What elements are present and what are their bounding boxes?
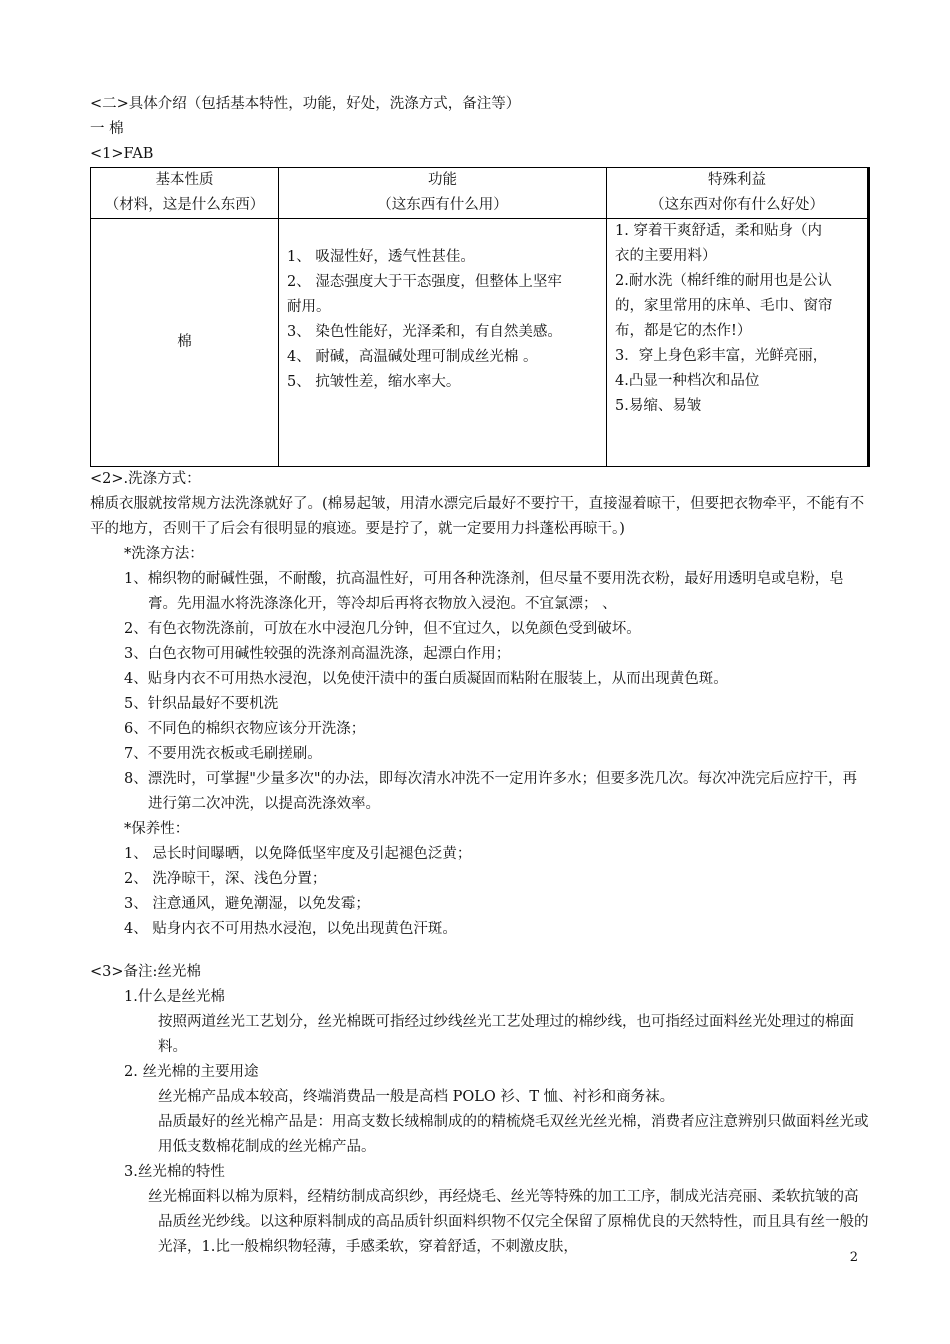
notes-title: <3>备注:丝光棉 xyxy=(90,964,201,980)
section-title: 一 棉 xyxy=(90,121,124,137)
note-q2-text: 品质最好的丝光棉产品是：用高支数长绒棉制成的的精梳烧毛双丝光丝光棉，消费者应注意辨别只做面料丝光或用低支数棉花制成的丝光棉产品。 xyxy=(158,1114,869,1155)
benefit-item: 衣的主要用料） xyxy=(615,248,717,264)
function-item: 5、 抗皱性差，缩水率大。 xyxy=(287,374,461,390)
function-item: 2、 湿态强度大于干态强度，但整体上坚牢 xyxy=(287,274,562,290)
washing-intro: 棉质衣服就按常规方法洗涤就好了。(棉易起皱，用清水漂完后最好不要拧干，直接湿着晾干，但要把衣物牵平，不能有不平的地方，否则干了后会有很明显的痕迹。要是拧了，就一定要用力抖蓬松再晾干。) xyxy=(90,496,865,537)
care-title: *保养性： xyxy=(124,821,190,837)
benefit-item: 1. 穿着干爽舒适，柔和贴身（内 xyxy=(615,223,822,239)
header-subtext: （这东西有什么用） xyxy=(377,197,508,213)
benefit-item: 2.耐水洗（棉纤维的耐用也是公认 xyxy=(615,273,832,289)
method-item: 1、棉织物的耐碱性强，不耐酸，抗高温性好，可用各种洗涤剂，但尽量不要用洗衣粉，最好用透明皂或皂粉，皂膏。先用温水将洗涤涤化开，等冷却后再将衣物放入浸泡。不宜氯漂； 、 xyxy=(124,571,844,612)
document-page xyxy=(90,92,870,1260)
functions-cell xyxy=(279,219,607,467)
washing-title: <2>.洗涤方式： xyxy=(90,471,201,487)
methods-title: *洗涤方法： xyxy=(124,546,204,562)
benefit-item: 5.易缩、易皱 xyxy=(615,398,702,414)
material-cell: 棉 xyxy=(91,219,279,467)
method-item: 3、白色衣物可用碱性较强的洗涤剂高温洗涤，起漂白作用； xyxy=(124,646,511,662)
header-text: 功能 xyxy=(428,172,457,188)
care-item: 1、 忌长时间曝晒，以免降低坚牢度及引起褪色泛黄； xyxy=(124,846,472,862)
table-row xyxy=(91,219,869,467)
function-item: 4、 耐碱，高温碱处理可制成丝光棉 。 xyxy=(287,349,538,365)
fab-label: <1>FAB xyxy=(90,146,154,162)
benefit-item: 的，家里常用的床单、毛巾、窗帘 xyxy=(615,298,833,314)
spacer xyxy=(90,942,870,960)
method-item: 8、漂洗时，可掌握"少量多次"的办法，即每次清水冲洗不一定用许多水；但要多洗几次。每次冲洗完后应拧干，再进行第二次冲洗，以提高洗涤效率。 xyxy=(124,771,858,812)
benefits-cell xyxy=(607,219,869,467)
function-item: 耐用。 xyxy=(287,299,331,315)
intro-heading: <二>具体介绍（包括基本特性，功能，好处，洗涤方式，备注等） xyxy=(90,96,521,112)
header-text: 基本性质 xyxy=(155,172,214,188)
note-q1-text: 按照两道丝光工艺划分，丝光棉既可指经过纱线丝光工艺处理过的棉纱线，也可指经过面料丝光处理过的棉面料。 xyxy=(158,1014,854,1055)
method-item: 7、不要用洗衣板或毛刷搓刷。 xyxy=(124,746,322,762)
note-q1-title: 1.什么是丝光棉 xyxy=(124,989,225,1005)
note-q2-text: 丝光棉产品成本较高，终端消费品一般是高档 POLO 衫、T 恤、衬衫和商务袜。 xyxy=(158,1089,675,1105)
function-item: 3、 染色性能好，光泽柔和，有自然美感。 xyxy=(287,324,562,340)
header-subtext: （这东西对你有什么好处） xyxy=(650,197,824,213)
care-item: 4、 贴身内衣不可用热水浸泡，以免出现黄色汗斑。 xyxy=(124,921,457,937)
method-item: 5、针织品最好不要机洗 xyxy=(124,696,279,712)
fab-table xyxy=(90,167,870,467)
table-header-row xyxy=(91,168,869,219)
header-cell-material xyxy=(91,168,279,219)
care-item: 3、 注意通风，避免潮湿，以免发霉； xyxy=(124,896,370,912)
header-cell-function xyxy=(279,168,607,219)
note-q3-title: 3.丝光棉的特性 xyxy=(124,1164,225,1180)
page-number: 2 xyxy=(849,1250,858,1265)
benefit-item: 布，都是它的杰作!） xyxy=(615,323,752,339)
note-q3-text: 丝光棉面料以棉为原料，经精纺制成高织纱，再经烧毛、丝光等特殊的加工工序，制成光洁亮丽、柔软抗皱的高品质丝光纱线。以这种原料制成的高品质针织面料织物不仅完全保留了原棉优良的天然特性，而且具有丝一般的光泽，1.比一般棉织物轻薄，手感柔软，穿着舒适，不刺激皮肤， xyxy=(148,1189,869,1255)
header-subtext: （材料，这是什么东西） xyxy=(104,197,265,213)
care-item: 2、 洗净晾干，深、浅色分置； xyxy=(124,871,327,887)
method-item: 4、贴身内衣不可用热水浸泡，以免使汗渍中的蛋白质凝固而粘附在服装上，从而出现黄色斑。 xyxy=(124,671,728,687)
method-item: 2、有色衣物洗涤前，可放在水中浸泡几分钟，但不宜过久，以免颜色受到破坏。 xyxy=(124,621,641,637)
method-item: 6、不同色的棉织衣物应该分开洗涤； xyxy=(124,721,366,737)
note-q2-title: 2. 丝光棉的主要用途 xyxy=(124,1064,259,1080)
header-text: 特殊利益 xyxy=(708,172,766,188)
benefit-item: 3．穿上身色彩丰富，光鲜亮丽， xyxy=(615,348,828,364)
header-cell-benefit xyxy=(607,168,869,219)
function-item: 1、 吸湿性好，透气性甚佳。 xyxy=(287,249,475,265)
benefit-item: 4.凸显一种档次和品位 xyxy=(615,373,760,389)
